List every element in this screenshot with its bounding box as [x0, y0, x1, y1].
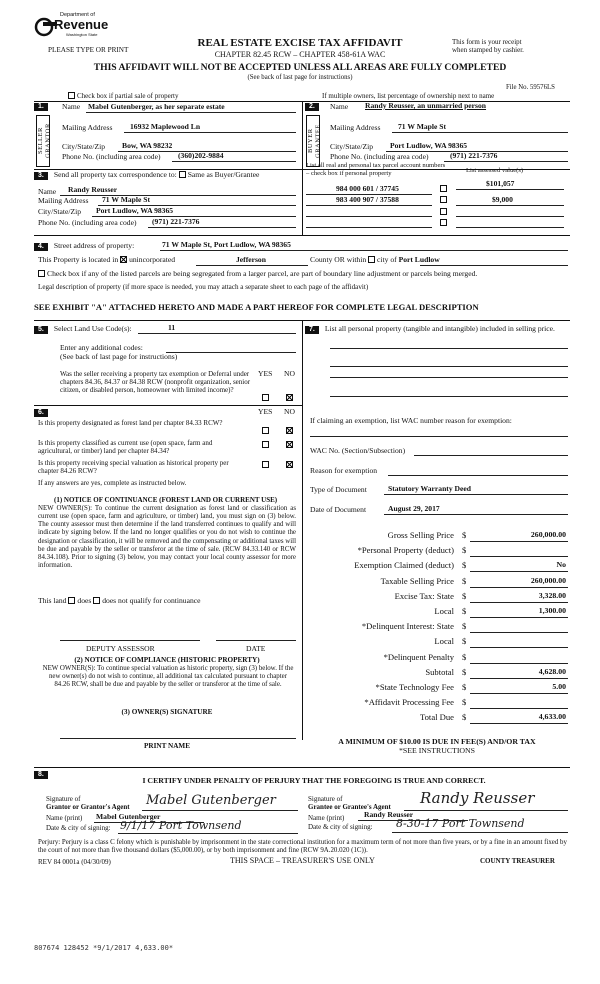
- seller-name[interactable]: Mabel Gutenberger, as her separate estate: [88, 102, 225, 111]
- grantee-print-name[interactable]: Randy Reusser: [364, 810, 414, 819]
- this-land-row: This land does does not qualify for continuance: [38, 596, 201, 605]
- does-not-qualify-checkbox[interactable]: [93, 597, 100, 604]
- tax-row-value[interactable]: 4,628.00: [538, 666, 566, 676]
- property-street[interactable]: 71 W Maple St, Port Ludlow, WA 98365: [162, 240, 291, 249]
- forest-section-number: 6.: [34, 408, 54, 417]
- cashier-stamp: 807674 128452 *9/1/2017 4,633.00*: [34, 944, 174, 952]
- currency-sign: $: [462, 545, 467, 556]
- tax-row-label: Exemption Claimed (deduct): [354, 560, 454, 571]
- buyer-side-label: BUYER GRANTEE: [306, 115, 320, 167]
- buyer-phone[interactable]: (971) 221-7376: [450, 151, 498, 160]
- grantee-print-label: Name (print): [308, 814, 345, 822]
- forest-q2-yes[interactable]: [262, 441, 271, 450]
- doc-date[interactable]: August 29, 2017: [388, 504, 440, 513]
- within-city-checkbox[interactable]: [368, 256, 375, 263]
- grantor-print-name[interactable]: Mabel Gutenberger: [96, 812, 161, 821]
- reason-label: Reason for exemption: [310, 466, 378, 475]
- notice1-text: NEW OWNER(S): To continue the current designation as forest land or classification as current use (open space, farm and agriculture, or timber) land, you must sign on (3) below. The county assessor must then determine if the land transferred continues to qualify and will indicate by signing below. If the land no longer qualifies or you do not wish to continue the designation or classification, it will be removed and the compensating or additional taxes will be due and payable by the seller or transferor at the time of sale. (RCW 84.33.140 or RCW 84.34.108). Prior to signing (3) below, you may contact your local county assessor for more information.: [38, 505, 296, 569]
- wac-label: WAC No. (Section/Subsection): [310, 446, 406, 455]
- land-use-no: NO: [284, 369, 295, 378]
- tax-row: [306, 621, 568, 636]
- tax-row: [306, 530, 568, 545]
- tax-row: [306, 682, 568, 697]
- property-county[interactable]: Jefferson: [236, 255, 266, 264]
- land-use-row: 5. Select Land Use Code(s):: [34, 325, 132, 334]
- buyer-name-label: Name: [330, 102, 349, 111]
- currency-sign: $: [462, 697, 467, 708]
- forest-no: NO: [284, 407, 295, 416]
- seller-name-label: Name: [62, 102, 81, 111]
- notice2-title: (2) NOTICE OF COMPLIANCE (HISTORIC PROPERTY): [74, 656, 260, 664]
- grantor-sig-label: Signature of Grantor or Grantor's Agent: [46, 795, 130, 812]
- doc-date-label: Date of Document: [310, 505, 367, 514]
- dept-name: Revenue: [54, 17, 109, 32]
- grantor-date-city[interactable]: 9/1/17 Port Townsend: [120, 819, 242, 832]
- treasurer-space: THIS SPACE – TREASURER'S USE ONLY: [230, 856, 375, 865]
- land-use-see-back: (See back of last page for instructions): [60, 352, 178, 361]
- see-instructions: *SEE INSTRUCTIONS: [398, 746, 476, 755]
- corr-city-label: City/State/Zip: [38, 207, 82, 216]
- parcel-list-label: List all real and personal tax parcel account numbers – check box if personal property: [306, 162, 446, 177]
- tax-row: [306, 652, 568, 667]
- file-number: File No. 59576LS: [506, 84, 555, 91]
- tax-row-label: Gross Selling Price: [387, 530, 454, 540]
- currency-sign: $: [462, 590, 467, 601]
- form-title: REAL ESTATE EXCISE TAX AFFIDAVIT: [197, 37, 403, 49]
- county-treasurer: COUNTY TREASURER: [480, 857, 555, 865]
- forest-q2-no[interactable]: [286, 441, 295, 450]
- currency-sign: $: [462, 621, 467, 632]
- grantee-date-city[interactable]: 8-30-17 Port Townsend: [396, 817, 525, 830]
- deputy-assessor-label: DEPUTY ASSESSOR: [86, 644, 155, 653]
- notice1-title: (1) NOTICE OF CONTINUANCE (FOREST LAND OR CURRENT USE): [54, 496, 278, 504]
- parcel-account-2[interactable]: 983 400 907 / 37588: [336, 195, 399, 204]
- parcel-account-1[interactable]: 984 000 601 / 37745: [336, 184, 399, 193]
- grantee-signature[interactable]: Randy Reusser: [420, 789, 535, 807]
- seller-section-number: 1.: [34, 102, 54, 111]
- forest-q1-no[interactable]: [286, 427, 295, 436]
- certify-statement: I CERTIFY UNDER PENALTY OF PERJURY THAT THE FOREGOING IS TRUE AND CORRECT.: [142, 776, 486, 785]
- tax-row-label: *State Technology Fee: [375, 681, 454, 692]
- additional-codes-label: Enter any additional codes:: [60, 343, 143, 352]
- tax-row-label: Total Due: [419, 712, 454, 723]
- corr-mail[interactable]: 71 W Maple St: [102, 195, 151, 204]
- notice2-text: NEW OWNER(S): To continue special valuation as historic property, sign (3) below. If the new owner(s) do not wish to continue, all additional tax calculated pursuant to chapter 84.26 RCW, shall be due and payable by the seller or transferor at the time of sale.: [42, 665, 294, 689]
- tax-row-value[interactable]: 3,328.00: [538, 590, 566, 600]
- certify-section-number: 8.: [34, 770, 54, 779]
- exhibit-line: SEE EXHIBIT "A" ATTACHED HERETO AND MADE A PART HEREOF FOR COMPLETE LEGAL DESCRIPTION: [34, 302, 479, 312]
- doc-type[interactable]: Statutory Warranty Deed: [388, 484, 471, 493]
- forest-q3-yes[interactable]: [262, 461, 271, 470]
- see-back: (See back of last page for instructions): [247, 74, 353, 81]
- buyer-mail-label: Mailing Address: [330, 123, 381, 132]
- tax-row-label: Subtotal: [425, 666, 454, 677]
- tax-row-value[interactable]: No: [556, 560, 566, 570]
- tax-row: [306, 560, 568, 575]
- exemption-question: Was the seller receiving a property tax exemption or Deferral under chapters 84.36, 84.37 or 84.38 RCW (nonprofit organization, senior citizen, or disabled person, homeowner with limited income)?: [60, 370, 251, 395]
- county-or-row: County OR within city of Port Ludlow: [310, 255, 440, 264]
- buyer-phone-label: Phone No. (including area code): [330, 152, 429, 161]
- parcel-3-checkbox[interactable]: [440, 208, 449, 217]
- tax-table: [306, 530, 568, 727]
- corr-mail-label: Mailing Address: [38, 196, 89, 205]
- tax-row: [306, 697, 568, 712]
- currency-sign: $: [462, 712, 467, 723]
- tax-row-value[interactable]: 260,000.00: [530, 575, 566, 585]
- receipt-note-1: This form is your receipt: [452, 38, 522, 46]
- segregated-checkbox[interactable]: [38, 270, 45, 277]
- tax-row: [306, 636, 568, 651]
- buyer-city-label: City/State/Zip: [330, 142, 374, 151]
- tax-row-label: Excise Tax: State: [394, 590, 454, 601]
- currency-sign: $: [462, 605, 467, 616]
- corr-name-label: Name: [38, 187, 57, 196]
- forest-if-yes: If any answers are yes, complete as instructed below.: [38, 479, 187, 487]
- tax-row-value[interactable]: 5.00: [552, 681, 566, 691]
- currency-sign: $: [462, 681, 467, 692]
- minimum-due-note: A MINIMUM OF $10.00 IS DUE IN FEE(S) AND/OR TAX: [338, 737, 536, 746]
- seller-mail-label: Mailing Address: [62, 123, 113, 132]
- currency-sign: $: [462, 666, 467, 677]
- same-as-buyer-checkbox[interactable]: [179, 171, 186, 178]
- tax-row-label: *Personal Property (deduct): [357, 545, 454, 556]
- grantor-print-label: Name (print): [46, 814, 83, 822]
- dept-line: Department of: [60, 12, 95, 18]
- parcel-2-checkbox[interactable]: [440, 196, 449, 205]
- grantor-date-label: Date & city of signing:: [46, 824, 111, 832]
- personal-property-row: 7. List all personal property (tangible and intangible) included in selling price.: [305, 325, 565, 334]
- tax-row-label: *Affidavit Processing Fee: [364, 697, 454, 708]
- corr-city[interactable]: Port Ludlow, WA 98365: [96, 206, 174, 215]
- parcel-value-1[interactable]: $101,057: [486, 179, 515, 188]
- tax-row: [306, 591, 568, 606]
- warning-line: THIS AFFIDAVIT WILL NOT BE ACCEPTED UNLESS ALL AREAS ARE FULLY COMPLETED: [93, 62, 507, 73]
- partial-sale-check[interactable]: [68, 92, 178, 100]
- tax-row-label: Local: [434, 605, 454, 616]
- tax-row: [306, 606, 568, 621]
- tax-row-value[interactable]: 1,300.00: [538, 605, 566, 615]
- chapter-line: CHAPTER 82.45 RCW – CHAPTER 458-61A WAC: [214, 50, 386, 59]
- tax-row-value[interactable]: 4,633.00: [538, 712, 566, 722]
- tax-row-label: *Delinquent Penalty: [383, 651, 454, 662]
- dor-logo: [34, 10, 109, 42]
- parcel-4-checkbox[interactable]: [440, 219, 449, 228]
- deputy-date-label: DATE: [246, 644, 266, 653]
- forest-q3: Is this property receiving special valuation as historical property per chapter 84.26 RCW?: [38, 459, 229, 476]
- form-revision: REV 84 0001a (04/30/09): [38, 858, 111, 866]
- forest-q3-no[interactable]: [286, 461, 295, 470]
- exemption-yes-checkbox[interactable]: [262, 394, 271, 403]
- corr-phone-label: Phone No. (including area code): [38, 218, 137, 227]
- parcel-value-2[interactable]: $9,000: [492, 195, 513, 204]
- seller-phone[interactable]: (360)202-9884: [178, 151, 224, 160]
- tax-row: [306, 712, 568, 727]
- receipt-note-2: when stamped by cashier.: [452, 46, 524, 54]
- seller-phone-label: Phone No. (including area code): [62, 152, 161, 161]
- tax-row-label: Local: [434, 636, 454, 647]
- currency-sign: $: [462, 530, 467, 540]
- seller-city[interactable]: Bow, WA 98232: [122, 141, 173, 150]
- currency-sign: $: [462, 636, 467, 647]
- land-use-code[interactable]: 11: [168, 323, 176, 332]
- buyer-name[interactable]: Randy Reusser, an unmarried person: [365, 101, 487, 110]
- grantee-date-label: Date & city of signing:: [308, 823, 373, 831]
- buyer-section-number: 2.: [305, 102, 325, 111]
- street-row: 4. Street address of property:: [34, 242, 134, 251]
- property-city[interactable]: Port Ludlow: [398, 255, 440, 264]
- correspondence-header: 3. Send all property tax correspondence to: Same as Buyer/Grantee: [34, 171, 259, 180]
- forest-q1: Is this property designated as forest land per chapter 84.33 RCW?: [38, 419, 223, 427]
- segregated-row: Check box if any of the listed parcels are being segregated from a larger parcel, are part of boundary line adjustment or parcels being merged.: [38, 270, 477, 279]
- located-row: This Property is located in unincorporated: [38, 255, 176, 264]
- seller-city-label: City/State/Zip: [62, 142, 106, 151]
- tax-row: [306, 545, 568, 560]
- grantee-sig-label: Signature of Grantee or Grantee's Agent: [308, 795, 391, 812]
- currency-sign: $: [462, 575, 467, 586]
- forest-q1-yes[interactable]: [262, 427, 271, 436]
- corr-name[interactable]: Randy Reusser: [68, 185, 118, 194]
- exemption-claim-label: If claiming an exemption, list WAC number reason for exemption:: [310, 416, 512, 425]
- forest-yes: YES: [258, 407, 273, 416]
- currency-sign: $: [462, 651, 467, 662]
- tax-row: [306, 667, 568, 682]
- perjury-note: Perjury: Perjury is a class C felony which is punishable by imprisonment in the state correctional institution for a maximum term of not more than five years, or by a fine in an amount fixed by the court of not more than five thousand dollars ($5,000.00), or by both imprisonment and fine (RCW 9A.20.020 (1C)).: [38, 839, 567, 855]
- land-use-yes: YES: [258, 369, 273, 378]
- parcel-1-checkbox[interactable]: [440, 185, 449, 194]
- doc-type-label: Type of Document: [310, 485, 367, 494]
- tax-row-value[interactable]: 260,000.00: [530, 530, 566, 539]
- seller-mail[interactable]: 16932 Maplewood Ln: [130, 122, 201, 131]
- unincorporated-checkbox[interactable]: [120, 256, 127, 263]
- tax-row-label: Taxable Selling Price: [380, 575, 454, 586]
- currency-sign: $: [462, 560, 467, 571]
- owner-signature-label: (3) OWNER(S) SIGNATURE: [121, 708, 213, 716]
- buyer-city[interactable]: Port Ludlow, WA 98365: [390, 141, 468, 150]
- exemption-no-checkbox[interactable]: [286, 394, 295, 403]
- forest-q2: Is this property classified as current use (open space, farm and agricultural, or timber) land per chapter 84.34?: [38, 439, 213, 456]
- tax-row: [306, 576, 568, 591]
- grantor-signature[interactable]: Mabel Gutenberger: [146, 793, 276, 808]
- partial-sale-checkbox[interactable]: [68, 92, 75, 99]
- corr-phone[interactable]: (971) 221-7376: [152, 217, 200, 226]
- legal-description-label: Legal description of property (if more space is needed, you may attach a separate sheet to each page of the affidavit): [38, 283, 369, 291]
- print-name-label: PRINT NAME: [144, 742, 190, 750]
- partial-sale-label: Check box if partial sale of property: [77, 92, 179, 100]
- multiple-owners-note: If multiple owners, list percentage of ownership next to name: [322, 92, 495, 100]
- seller-side-label: SELLER GRANTOR: [36, 115, 50, 167]
- tax-row-label: *Delinquent Interest: State: [361, 621, 454, 632]
- assessed-label: List assessed value(s): [466, 167, 524, 174]
- please-type: PLEASE TYPE OR PRINT: [48, 46, 129, 54]
- buyer-mail[interactable]: 71 W Maple St: [398, 122, 447, 131]
- does-qualify-checkbox[interactable]: [68, 597, 75, 604]
- dept-state: Washington State: [66, 32, 98, 37]
